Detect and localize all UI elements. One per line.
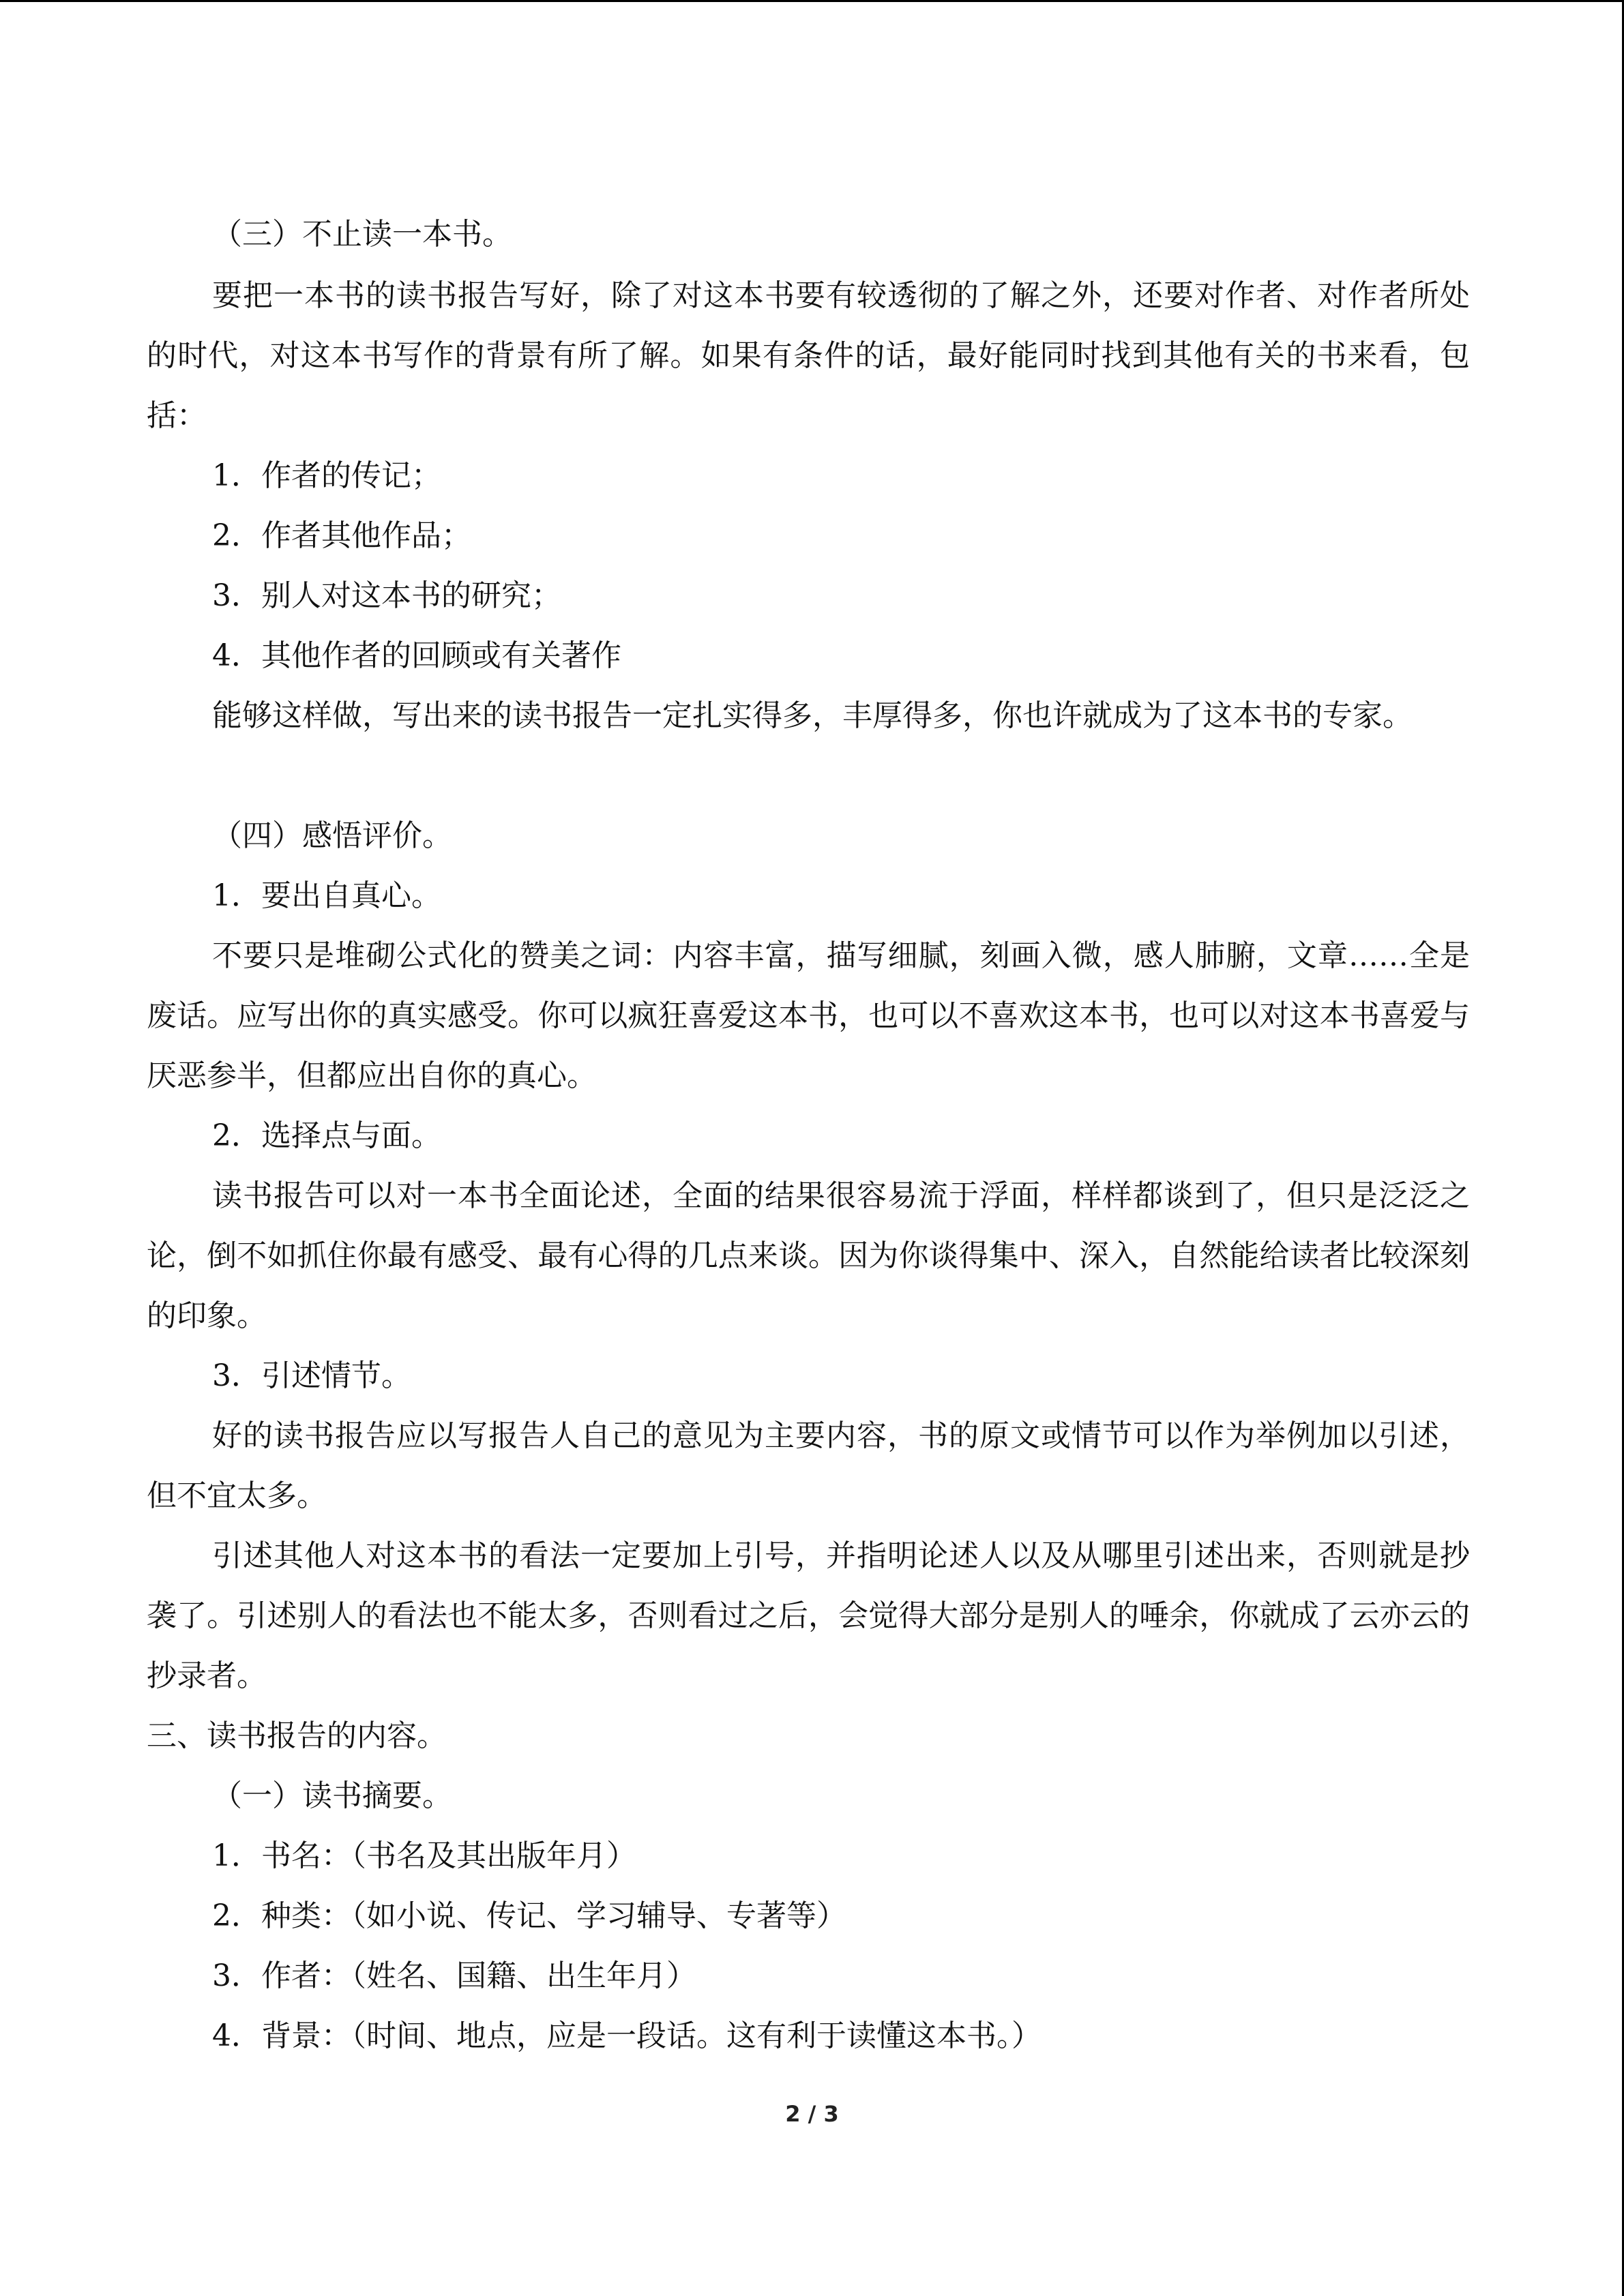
list-item-3: 3．别人对这本书的研究； bbox=[212, 578, 561, 613]
subheading-sincerity: 1．要出自真心。 bbox=[212, 878, 441, 913]
paragraph-quote-plot: 好的读书报告应以写报告人自己的意见为主要内容，书的原文或情节可以作为举例加以引述，但不宜太多。 bbox=[147, 1418, 1470, 1513]
section-heading-summary: （一）读书摘要。 bbox=[212, 1778, 452, 1813]
page-number: 2 / 3 bbox=[785, 2101, 839, 2127]
paragraph-more-books: 要把一本书的读书报告写好，除了对这本书要有较透彻的了解之外，还要对作者、对作者所处的时代，对这本书写作的背景有所了解。如果有条件的话，最好能同时找到其他有关的书来看，包括： bbox=[147, 278, 1470, 433]
list-item-1: 1．作者的传记； bbox=[212, 458, 441, 493]
subheading-quote-plot: 3．引述情节。 bbox=[212, 1358, 411, 1393]
summary-item-title: 1．书名：（书名及其出版年月） bbox=[212, 1838, 636, 1873]
subheading-point-and-surface: 2．选择点与面。 bbox=[212, 1118, 441, 1153]
list-item-2: 2．作者其他作品； bbox=[212, 518, 471, 553]
paragraph-citation: 引述其他人对这本书的看法一定要加上引号，并指明论述人以及从哪里引述出来，否则就是抄袭了。引述别人的看法也不能太多，否则看过之后，会觉得大部分是别人的唾余，你就成了云亦云的抄录者。 bbox=[147, 1538, 1470, 1693]
summary-item-background: 4．背景：（时间、地点，应是一段话。这有利于读懂这本书。） bbox=[212, 2018, 1042, 2053]
paragraph-point-and-surface: 读书报告可以对一本书全面论述，全面的结果很容易流于浮面，样样都谈到了，但只是泛泛之论，倒不如抓住你最有感受、最有心得的几点来谈。因为你谈得集中、深入，自然能给读者比较深刻的印象。 bbox=[147, 1178, 1470, 1333]
section-heading-4: （四）感悟评价。 bbox=[212, 818, 452, 853]
list-item-4: 4．其他作者的回顾或有关著作 bbox=[212, 638, 621, 673]
section-heading-report-content: 三、读书报告的内容。 bbox=[147, 1718, 447, 1753]
paragraph-expert: 能够这样做，写出来的读书报告一定扎实得多，丰厚得多，你也许就成为了这本书的专家。 bbox=[212, 698, 1413, 733]
paragraph-sincerity: 不要只是堆砌公式化的赞美之词：内容丰富，描写细腻，刻画入微，感人肺腑，文章……全是废话。应写出你的真实感受。你可以疯狂喜爱这本书，也可以不喜欢这本书，也可以对这本书喜爱与厌恶参半，但都应出自你的真心。 bbox=[147, 938, 1470, 1093]
summary-item-author: 3．作者：（姓名、国籍、出生年月） bbox=[212, 1958, 696, 1993]
section-heading-3: （三）不止读一本书。 bbox=[212, 217, 512, 252]
summary-item-type: 2．种类：（如小说、传记、学习辅导、专著等） bbox=[212, 1898, 846, 1933]
page-border-top bbox=[0, 0, 1624, 2]
